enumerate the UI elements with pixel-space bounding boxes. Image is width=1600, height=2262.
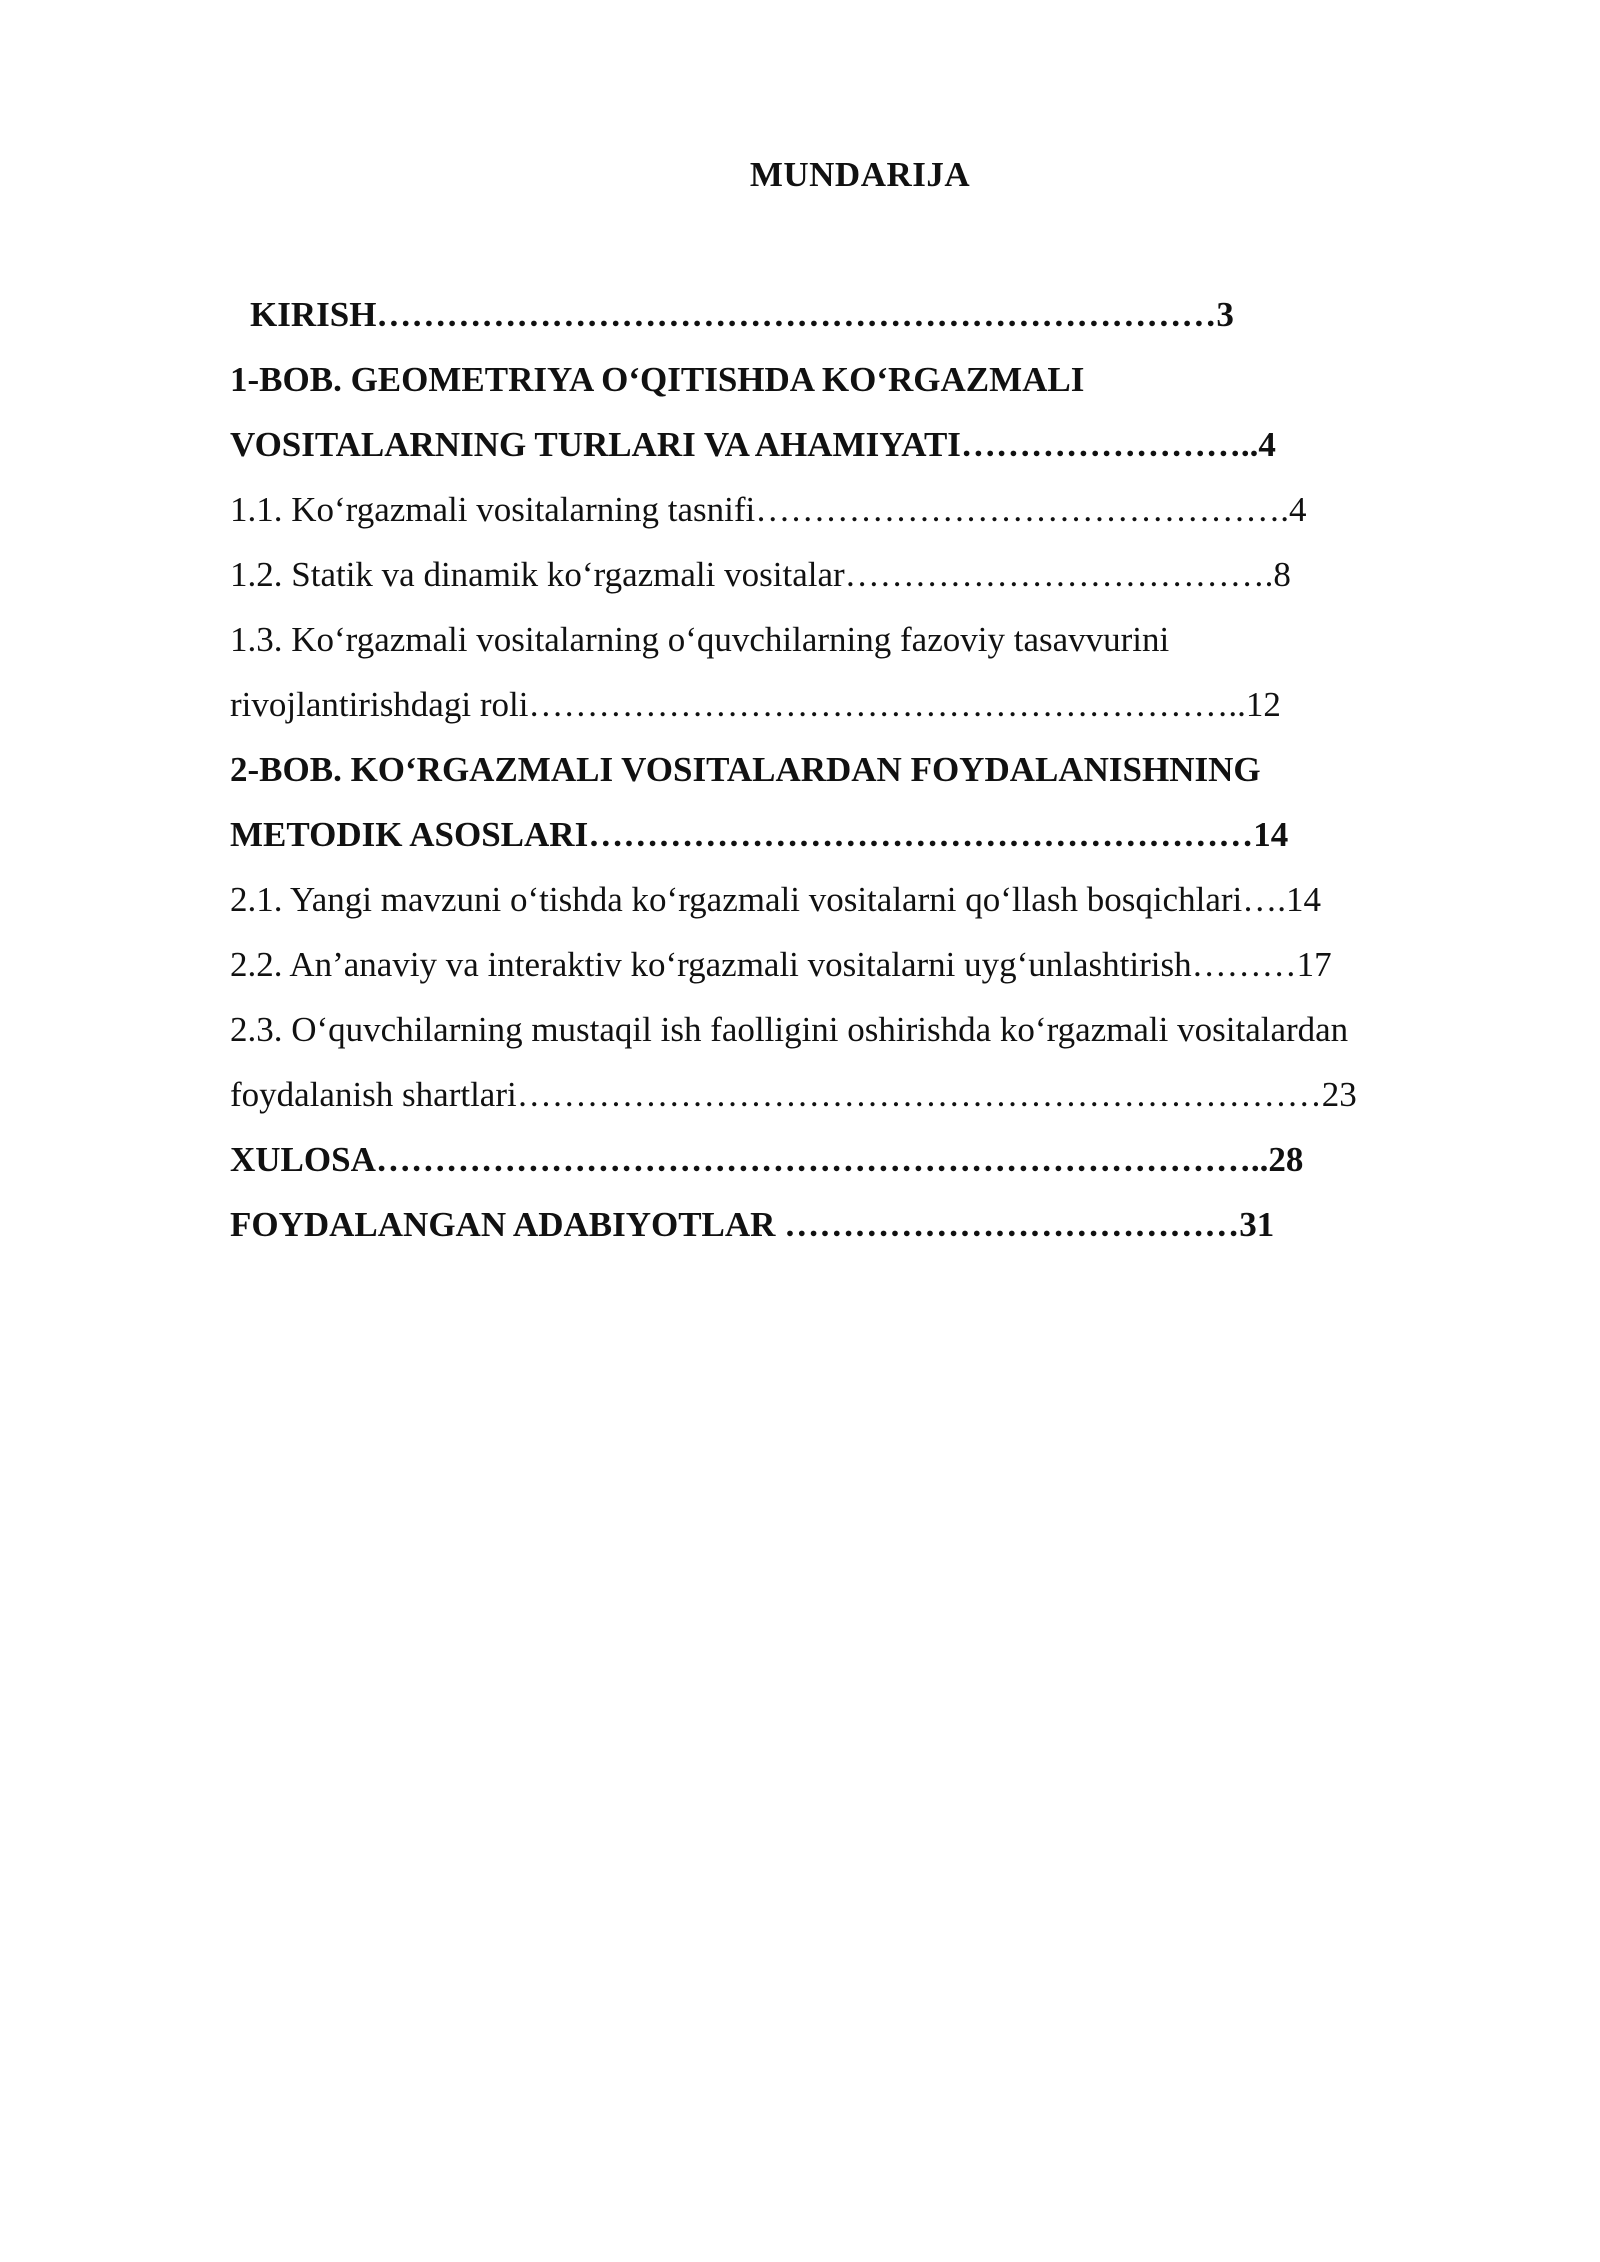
toc-line: foydalanish shartlari……………………………………………………………23 [230, 1075, 1357, 1114]
toc-line: 1.2. Statik va dinamik ko‘rgazmali vositalar……………………………….8 [230, 555, 1291, 594]
toc-line: 2.3. O‘quvchilarning mustaqil ish faolligini oshirishda ko‘rgazmali vositalardan [230, 1010, 1349, 1049]
toc-line: rivojlantirishdagi roli……………………………………………………..12 [230, 685, 1281, 724]
table-of-contents [230, 282, 1460, 1257]
toc-line: 1-BOB. GEOMETRIYA O‘QITISHDA KO‘RGAZMALI [230, 360, 1085, 399]
toc-line: FOYDALANGAN ADABIYOTLAR …………………………………31 [230, 1205, 1275, 1244]
toc-line: 1.1. Ko‘rgazmali vositalarning tasnifi……………………………………….4 [230, 490, 1307, 529]
toc-line: METODIK ASOSLARI…………………………………………………14 [230, 815, 1289, 854]
toc-line: VOSITALARNING TURLARI VA AHAMIYATI……………………..4 [230, 425, 1276, 464]
toc-line: XULOSA…………………………………………………………………..28 [230, 1140, 1304, 1179]
toc-line: 2.1. Yangi mavzuni o‘tishda ko‘rgazmali vositalarni qo‘llash bosqichlari….14 [230, 880, 1321, 919]
toc-line: 1.3. Ko‘rgazmali vositalarning o‘quvchilarning fazoviy tasavvurini [230, 620, 1170, 659]
toc-line: KIRISH………………………………………………………………3 [250, 295, 1234, 334]
toc-line: 2-BOB. KO‘RGAZMALI VOSITALARDAN FOYDALANISHNING [230, 750, 1261, 789]
page-title: MUNDARIJA [749, 155, 971, 194]
toc-line: 2.2. An’anaviy va interaktiv ko‘rgazmali vositalarni uyg‘unlashtirish………17 [230, 945, 1332, 984]
